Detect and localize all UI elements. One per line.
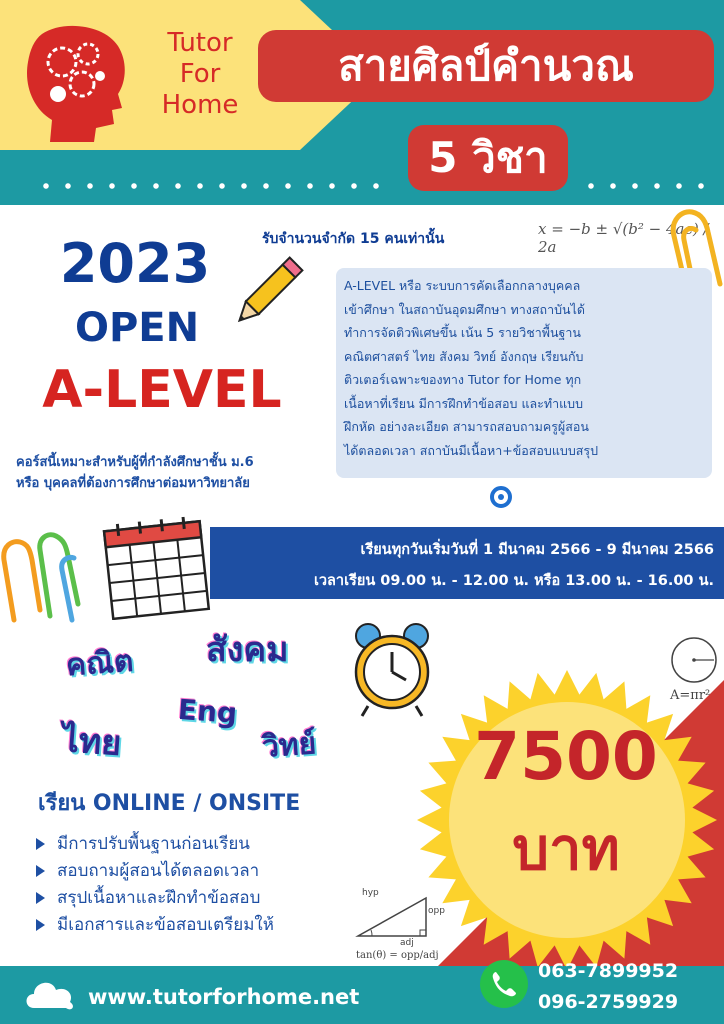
title-line-2: 5 วิชา <box>408 125 568 191</box>
dot-row-decoration <box>35 183 395 189</box>
description-line: เข้าศึกษา ในสถาบันอุดมศึกษา ทางสถาบันได้ <box>344 301 585 317</box>
brand-line: Home <box>161 90 239 120</box>
seat-limit: รับจำนวนจำกัด 15 คนเท่านั้น <box>262 231 445 247</box>
audience-text <box>16 452 346 494</box>
label-adj: adj <box>400 938 414 948</box>
brand-line: Tutor <box>167 28 233 58</box>
subject-social: สังคม <box>206 630 289 670</box>
description-line: ติวเตอร์เฉพาะของทาง Tutor for Home ทุก <box>344 372 582 387</box>
cloud-icon <box>22 976 76 1012</box>
title-line-1: สายศิลป์คำนวณ <box>258 30 714 102</box>
phone-number-2[interactable]: 096-2759929 <box>538 991 679 1013</box>
feature-item <box>36 857 259 884</box>
label-opp: opp <box>428 906 445 916</box>
feature-item <box>36 830 250 857</box>
bullet-icon <box>36 919 45 931</box>
phone-number-1[interactable]: 063-7899952 <box>538 960 679 982</box>
promo-exam: A-LEVEL <box>42 360 282 420</box>
price-unit: บาท <box>512 815 620 883</box>
bullet-icon <box>36 838 45 850</box>
subject-thai: ไทย <box>60 719 123 765</box>
description-line: A-LEVEL หรือ ระบบการคัดเลือกกลางบุคคล <box>344 278 581 293</box>
trig-formula: tan(θ) = opp/adj <box>356 950 439 961</box>
price-amount: 7500 <box>474 718 658 795</box>
phone-icon[interactable] <box>478 958 530 1010</box>
label-hyp: hyp <box>362 888 379 898</box>
bullet-icon <box>36 865 45 877</box>
schedule-times: เวลาเรียน 09.00 น. - 12.00 น. หรือ 13.00 น. - 16.00 น. <box>313 573 714 589</box>
description-line: ทำการจัดติวพิเศษขึ้น เน้น 5 รายวิชาพื้นฐาน <box>344 325 581 340</box>
subject-math: คณิต <box>64 643 135 684</box>
feature-item <box>36 884 260 911</box>
description-line: ได้ตลอดเวลา สถาบันมีเนื้อหา+ข้อสอบแบบสรุป <box>344 442 599 458</box>
promo-open: OPEN <box>74 305 200 351</box>
feature-text: มีการปรับพื้นฐานก่อนเรียน <box>57 834 250 854</box>
description-line: เนื้อหาที่เรียน มีการฝึกทำข้อสอบ และทำแบบ <box>344 395 584 411</box>
pencil-icon <box>232 248 312 328</box>
feature-item <box>36 911 274 938</box>
feature-text: สรุปเนื้อหาและฝึกทำข้อสอบ <box>57 888 261 908</box>
promo-year: 2023 <box>59 232 211 295</box>
description-line: ฝึกหัด อย่างละเอียด สามารถสอบถามครูผู้สอน <box>344 419 589 434</box>
description-text <box>344 274 704 462</box>
schedule-dates: เรียนทุกวันเริ่มวันที่ 1 มีนาคม 2566 - 9 มีนาคม 2566 <box>360 542 714 558</box>
feature-text: สอบถามผู้สอนได้ตลอดเวลา <box>57 861 260 881</box>
audience-line: คอร์สนี้เหมาะสำหรับผู้ที่กำลังศึกษาชั้น ม.6 <box>16 455 254 470</box>
quadratic-formula: x = −b ± √(b² − 4ac) / 2a <box>538 220 709 256</box>
circle-logo-icon <box>490 486 512 508</box>
description-line: คณิตศาสตร์ ไทย สังคม วิทย์ อังกฤษ เรียนกับ <box>344 348 584 364</box>
subject-science: วิทย์ <box>260 726 318 765</box>
audience-line: หรือ บุคคลที่ต้องการศึกษาต่อมหาวิทยาลัย <box>16 476 250 491</box>
subject-eng: Eng <box>176 692 239 731</box>
study-mode: เรียน ONLINE / ONSITE <box>38 791 301 816</box>
feature-text: มีเอกสารและข้อสอบเตรียมให้ <box>57 915 274 935</box>
bullet-icon <box>36 892 45 904</box>
brain-gears-icon <box>22 24 132 142</box>
circle-area-formula: A=πr² <box>670 688 711 703</box>
brand-name <box>140 28 260 121</box>
dot-row-decoration <box>580 183 720 189</box>
website-link[interactable]: www.tutorforhome.net <box>88 985 360 1009</box>
brand-line: For <box>179 59 221 89</box>
